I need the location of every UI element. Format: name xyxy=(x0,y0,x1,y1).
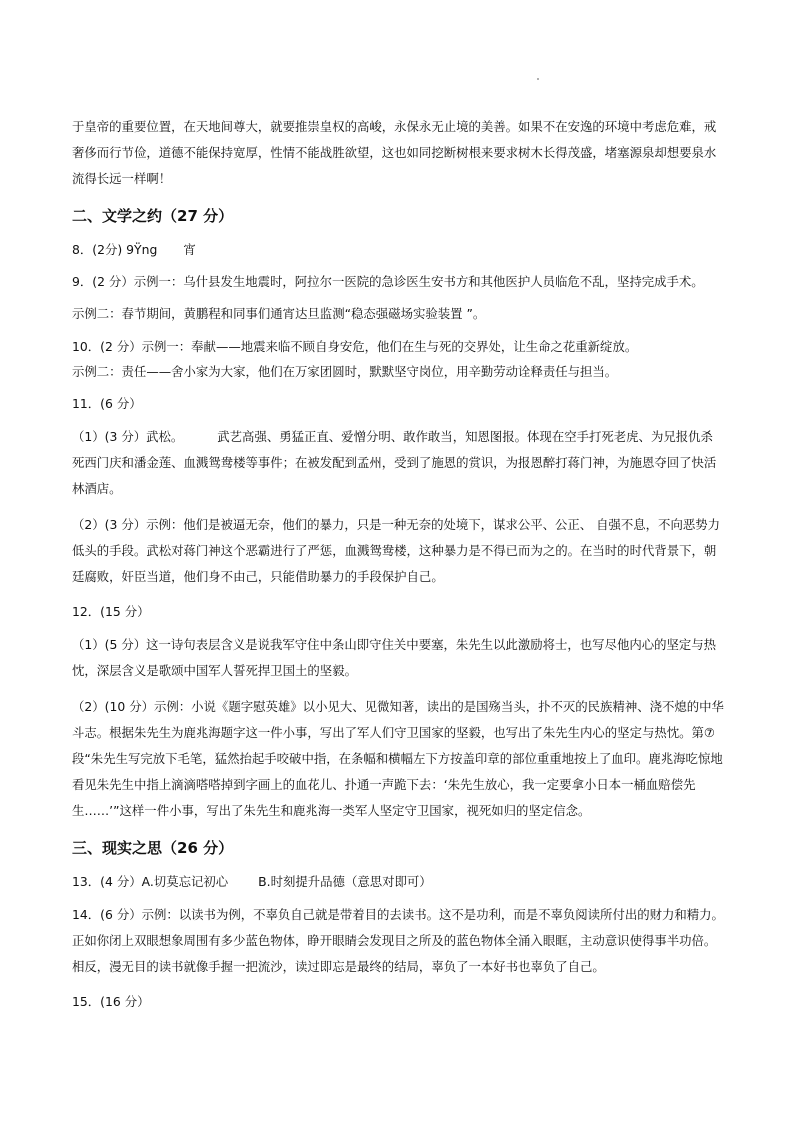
answer-q14: 14．(6 分）示例：以读书为例，不辜负自己就是带着目的去读书。这不是功利，而是不辜负阅读所付出的财力和精力。正如你闭上双眼想象周围有多少蓝色物体，睁开眼睛会发现目之所及的蓝色物体全涌入眼眶，主动意识使得事半功倍。相反，漫无目的读书就像手握一把流沙，读过即忘是最终的结局，辜负了一本好书也辜负了自己。 xyxy=(72,907,724,974)
answer-q13 xyxy=(72,870,724,894)
answer-q8 xyxy=(72,238,724,262)
intro-paragraph: 于皇帝的重要位置，在天地间尊大，就要推崇皇权的高峻，永保永无止境的美善。如果不在安逸的环境中考虑危难，戒奢侈而行节俭，道德不能保持宽厚，性情不能战胜欲望，这也如同挖断树根来要求树木长得茂盛，堵塞源泉却想要泉水流得长远一样啊！ xyxy=(72,119,717,186)
page-mark xyxy=(537,78,539,80)
answer-q11-part1 xyxy=(72,424,724,502)
answer-q10-example2: 示例二：责任——舍小家为大家，他们在万家团圆时，默默坚守岗位，用辛勤劳动诠释责任与担当。 xyxy=(72,364,618,379)
answer-q12-part1: （1）(5 分）这一诗句表层含义是说我军守住中条山即守住关中要塞，朱先生以此激励将士，也写尽他内心的坚定与热忱，深层含义是歌颂中国军人誓死捍卫国土的坚毅。 xyxy=(72,637,717,678)
answer-q12-label: 12．(15 分） xyxy=(72,604,150,619)
answer-q10-example1: 10．(2 分）示例一：奉献——地震来临不顾自身安危，他们在生与死的交界处，让生命之花重新绽放。 xyxy=(72,339,638,354)
q13-a: A.切莫忘记初心 xyxy=(141,874,229,889)
q8-label: 8．(2分) xyxy=(72,242,127,257)
answer-q9-example2: 示例二：春节期间，黄鹏程和同事们通宵达旦监测“稳态强磁场实验装置 ”。 xyxy=(72,306,486,321)
answer-q9-example1: 9．(2 分）示例一：乌什县发生地震时，阿拉尔一医院的急诊医生安书方和其他医护人员临危不乱，坚持完成手术。 xyxy=(72,274,704,289)
answer-q11-part2: （2）(3 分）示例：他们是被逼无奈，他们的暴力，只是一种无奈的处境下，谋求公平、公正、 自强不息，不向恶势力低头的手段。武松对蒋门神这个恶霸进行了严惩，血溅鸳鸯楼，这种暴力是不得已而为之的。在当时的时代背景下，朝廷腐败，奸臣当道，他们身不由己，只能借助暴力的手段保护自己。 xyxy=(72,517,721,584)
section-heading-reality: 三、现实之思（26 分） xyxy=(72,839,234,857)
answer-content xyxy=(72,114,724,1022)
q13-label: 13．(4 分） xyxy=(72,874,142,889)
q8-pinyin: 9Ÿng xyxy=(126,242,158,257)
section-heading-literature: 二、文学之约（27 分） xyxy=(72,207,234,225)
answer-q12-part2: （2）(10 分）示例：小说《题字慰英雄》以小见大、见微知著，读出的是国殇当头，扑不灭的民族精神、浇不熄的中华斗志。根据朱先生为鹿兆海题字这一件小事，写出了军人们守卫国家的坚毅，也写出了朱先生内心的坚定与热忱。第⑦段“朱先生写完放下毛笔，猛然抬起手咬破中指，在条幅和横幅左下方按盖印章的部位重重地按上了血印。鹿兆海吃惊地看见朱先生中指上滴滴嗒嗒掉到字画上的血花儿、扑通一声跪下去：‘朱先生放心，我一定要拿小日本一桶血赔偿先生……’”这样一件小事，写出了朱先生和鹿兆海一类军人坚定守卫国家，视死如归的坚定信念。 xyxy=(72,699,724,818)
q8-char: 宵 xyxy=(183,242,196,257)
answer-q11-label: 11．(6 分） xyxy=(72,396,142,411)
q11-part1-head: （1）(3 分）武松。 xyxy=(72,429,184,444)
answer-q15-label: 15．(16 分） xyxy=(72,994,150,1009)
q13-b: B.时刻提升品德（意思对即可） xyxy=(258,874,432,889)
q11-part1-body: 武艺高强、勇猛正直、爱憎分明、敢作敢当，知恩图报。体现在空手打死老虎、为兄报仇杀死西门庆和潘金莲、血溅鸳鸯楼等事件；在被发配到孟州，受到了施恩的赏识，为报恩醉打蒋门神，为施恩夺回了快活林酒店。 xyxy=(72,429,717,496)
